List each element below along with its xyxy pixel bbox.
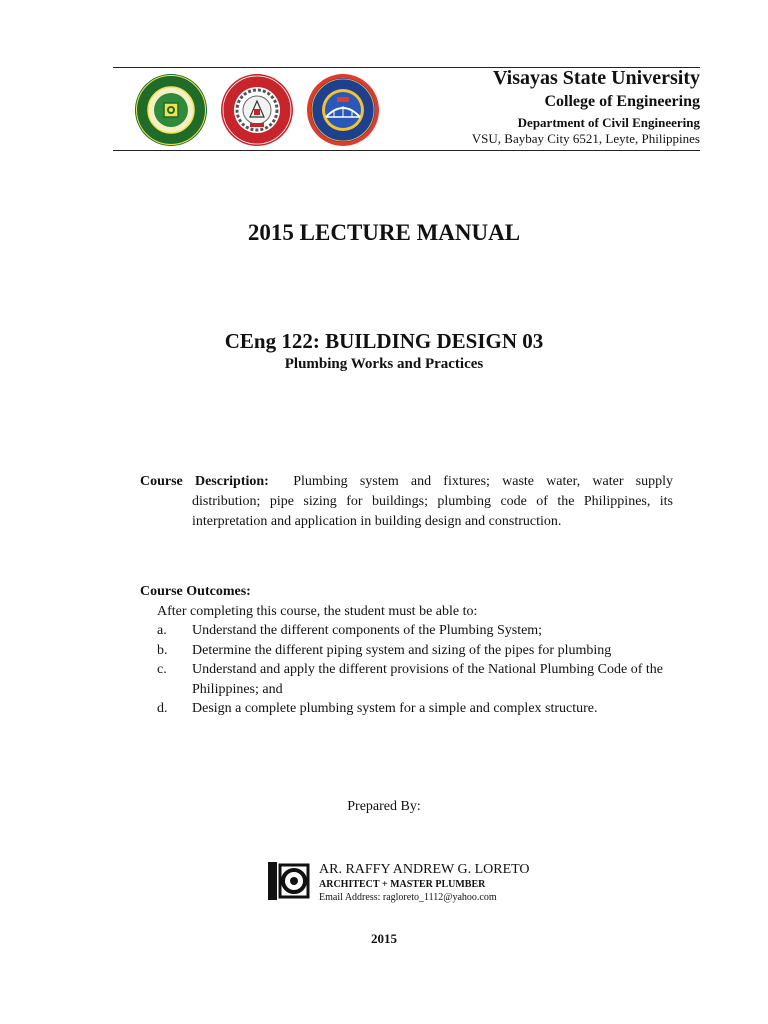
list-item-text: Understand and apply the different provisions of the National Plumbing Code of the Philippines; and (192, 662, 663, 697)
header-bottom-rule (113, 150, 700, 151)
list-marker: a. (157, 623, 167, 638)
list-item (140, 660, 680, 699)
department-name: Department of Civil Engineering (517, 115, 700, 130)
course-subtitle: Plumbing Works and Practices (284, 356, 484, 372)
course-description (140, 472, 673, 532)
list-item-text: Determine the different piping system and sizing of the pipes for plumbing (192, 642, 612, 658)
list-item (140, 699, 680, 719)
vsu-seal-icon (134, 73, 208, 147)
list-item-text: Design a complete plumbing system for a simple and complex structure. (192, 701, 598, 716)
author-name: AR. RAFFY ANDREW G. LORETO (319, 862, 530, 877)
course-description-line-1: Course Description: Plumbing system and fixtures; waste water, water supply (140, 474, 673, 489)
course-description-line-3: interpretation and application in building design and construction. (192, 514, 562, 529)
list-marker: d. (157, 701, 168, 716)
course-outcomes-heading: Course Outcomes: (140, 584, 251, 599)
course-title: CEng 122: BUILDING DESIGN 03 (224, 329, 544, 353)
author-role: ARCHITECT + MASTER PLUMBER (319, 879, 486, 890)
university-name: Visayas State University (492, 67, 700, 89)
course-outcomes-intro: After completing this course, the student must be able to: (157, 603, 478, 619)
list-item (140, 621, 680, 641)
manual-title: 2015 LECTURE MANUAL (247, 220, 521, 245)
university-address: VSU, Baybay City 6521, Leyte, Philippines (471, 131, 700, 146)
architect-monogram-icon (266, 859, 312, 903)
course-outcomes (140, 582, 680, 719)
prepared-by-label: Prepared By: (347, 799, 421, 814)
list-marker: b. (157, 642, 168, 658)
course-description-label: Course Description: (140, 474, 269, 489)
list-marker: c. (157, 662, 167, 677)
college-of-engineering-seal-icon (220, 73, 294, 147)
author-block (319, 862, 530, 904)
list-item (140, 641, 680, 661)
college-name: College of Engineering (544, 93, 700, 110)
course-description-line-2: distribution; pipe sizing for buildings; plumbing code of the Philippines, its (192, 494, 673, 509)
author-email: Email Address: ragloreto_1112@yahoo.com (319, 892, 497, 903)
document-year: 2015 (371, 931, 397, 946)
civil-engineering-seal-icon (306, 73, 380, 147)
list-item-text: Understand the different components of the Plumbing System; (192, 623, 543, 638)
